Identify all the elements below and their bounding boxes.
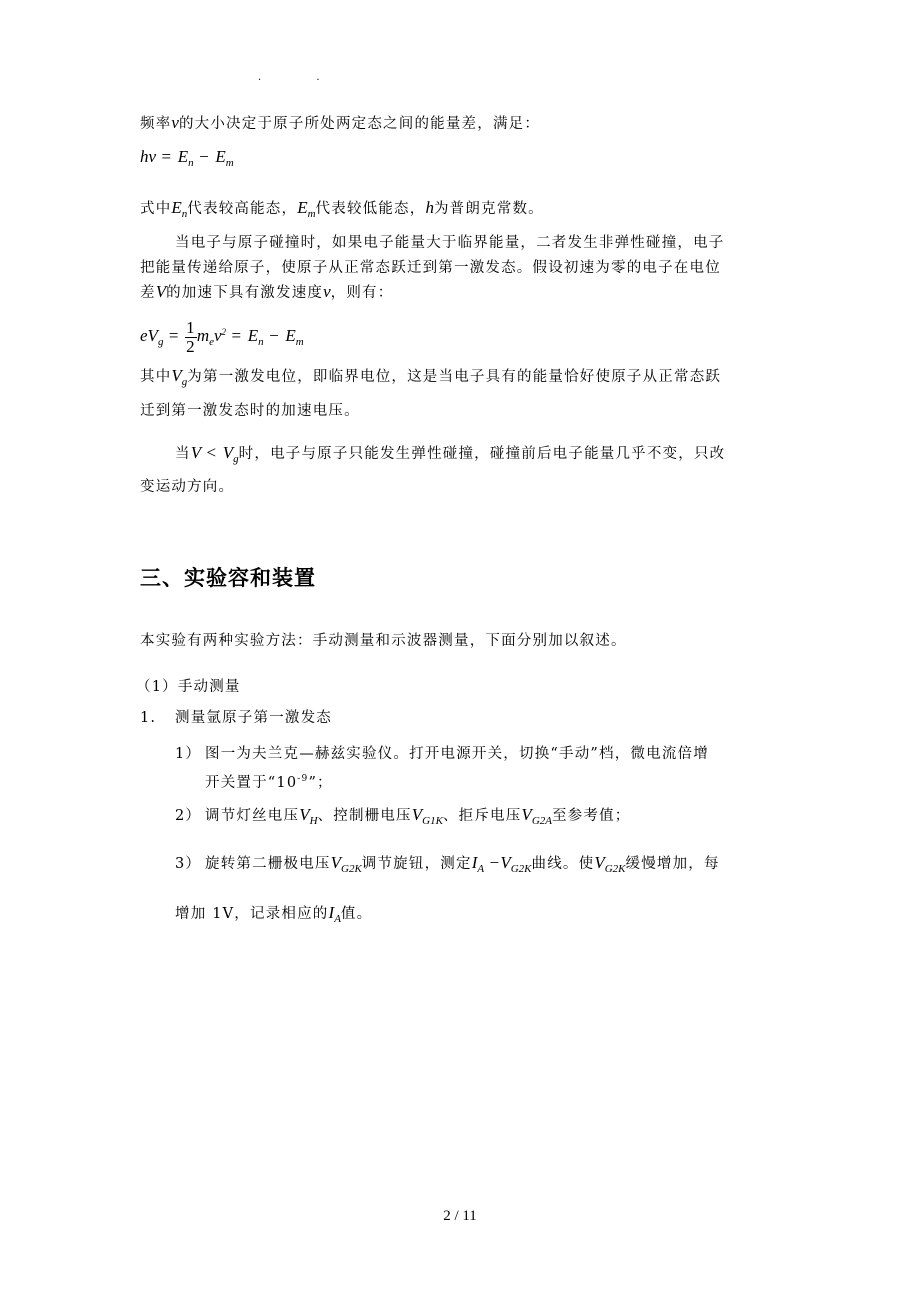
math: V	[222, 443, 234, 462]
paragraph-vg-l2: 迁到第一激发态时的加速电压。	[140, 403, 360, 419]
paragraph-collision-l1: 当电子与原子碰撞时，如果电子能量大于临界能量，二者发生非弹性碰撞，电子	[175, 235, 725, 251]
math: −	[263, 326, 286, 345]
math: −	[484, 853, 501, 872]
math: <	[201, 443, 223, 462]
text: 的大小决定于原子所处两定态之间的能量差，满足：	[178, 116, 541, 132]
math-sub: e	[209, 336, 214, 348]
math: −	[193, 147, 216, 166]
text: 代表较低能态，	[315, 201, 426, 217]
text: 缓慢增加，每	[625, 856, 720, 872]
math: V	[521, 805, 532, 824]
math: E	[297, 198, 308, 217]
math-sub: A	[477, 863, 485, 875]
math: E	[171, 198, 182, 217]
math-sub: m	[295, 336, 304, 348]
page-number: 2 / 11	[443, 1208, 477, 1224]
math: V	[594, 853, 605, 872]
text: 为普朗克常数。	[433, 201, 544, 217]
text: 曲线。使	[531, 856, 595, 872]
text: 调节旋钮，测定	[361, 856, 472, 872]
list-item-1	[140, 708, 332, 728]
math: E	[215, 147, 226, 166]
math-sub: G2K	[604, 863, 626, 875]
math-sub: n	[181, 208, 188, 220]
text: 式中	[140, 201, 172, 217]
section-heading: 三、实验容和装置	[140, 565, 316, 590]
math: V	[171, 366, 182, 385]
math: I	[328, 903, 335, 922]
math: hν	[140, 147, 157, 166]
fraction	[185, 319, 197, 356]
math: =	[156, 147, 178, 166]
step-3-l1	[175, 853, 720, 879]
subsection-manual: （1）手动测量	[136, 679, 241, 695]
denominator: 2	[186, 336, 196, 356]
math: eV	[140, 326, 158, 345]
paragraph-collision-l2: 把能量传递给原子，使原子从正常态跃迁到第一激发态。假设初速为零的电子在电位	[140, 260, 721, 276]
equation-energy	[140, 147, 234, 173]
math: V	[190, 443, 202, 462]
math-sub: m	[225, 157, 234, 169]
math: V	[299, 805, 310, 824]
paragraph-elastic-l2: 变运动方向。	[140, 479, 235, 495]
paragraph-definitions	[140, 198, 544, 224]
text: 当	[175, 446, 191, 462]
math-sub: H	[309, 815, 318, 827]
step-1-l1	[175, 744, 709, 764]
text: ，则有：	[330, 285, 394, 301]
math: V	[500, 853, 511, 872]
math: I	[471, 853, 478, 872]
text: 、控制栅电压	[317, 808, 412, 824]
math: E	[285, 326, 296, 345]
text: 值。	[340, 906, 373, 922]
numerator: 1	[186, 317, 196, 337]
math-sub: G2K	[341, 863, 362, 875]
text: 、拒斥电压	[442, 808, 522, 824]
math: v	[214, 326, 222, 345]
paragraph-vg-l1	[140, 366, 721, 392]
math: v	[323, 282, 331, 301]
text: 其中	[140, 369, 172, 385]
text: ”；	[308, 775, 333, 791]
math: V	[330, 853, 341, 872]
step-number: 2）	[175, 808, 202, 824]
math-sub: m	[307, 208, 316, 220]
math: E	[177, 147, 189, 166]
step-3-l2	[175, 903, 372, 929]
math-sub: g	[233, 453, 239, 465]
text: 测量氩原子第一激发态	[175, 710, 332, 726]
math-sub: G1K	[422, 815, 443, 827]
equation-kinetic	[140, 312, 304, 362]
math: m	[196, 326, 210, 345]
text: 图一为夫兰克—赫兹实验仪。打开电源开关，切换“手动”档，微电流倍增	[205, 746, 709, 762]
text: 时，电子与原子只能发生弹性碰撞，碰撞前后电子能量几乎不变，只改	[238, 446, 726, 462]
step-number: 3）	[175, 856, 202, 872]
math: =	[226, 326, 248, 345]
text: 开关置于“10	[205, 775, 298, 791]
header-marks: . .	[258, 72, 346, 83]
math-sub: G2K	[510, 863, 532, 875]
math-sub: g	[157, 336, 164, 348]
text: 至参考值；	[551, 808, 631, 824]
math: E	[247, 326, 259, 345]
math-sub: G2A	[531, 815, 552, 827]
text: 增加 1V，记录相应的	[175, 906, 329, 922]
paragraph-elastic-l1	[175, 443, 725, 469]
list-number: 1.	[140, 710, 157, 726]
step-2	[175, 805, 630, 831]
superscript: -9	[297, 774, 309, 784]
text: 旋转第二栅极电压	[205, 856, 331, 872]
math-nu: ν	[171, 113, 179, 132]
math: =	[163, 326, 186, 345]
math-sub: A	[334, 913, 341, 925]
math: V	[155, 282, 167, 301]
text: 差	[140, 285, 156, 301]
math: V	[411, 805, 423, 824]
intro-text: 本实验有两种实验方法：手动测量和示波器测量，下面分别加以叙述。	[140, 633, 627, 649]
math-sub: g	[181, 376, 188, 388]
text: 频率	[140, 116, 172, 132]
text: 为第一激发电位，即临界电位，这是当电子具有的能量恰好使原子从正常态跃	[187, 369, 722, 385]
math-sub: n	[188, 157, 194, 169]
math: h	[425, 198, 434, 217]
step-number: 1）	[175, 746, 202, 762]
math-sup: 2	[221, 327, 227, 337]
text: 的加速下具有激发速度	[166, 285, 324, 301]
math-sub: n	[258, 336, 264, 348]
paragraph-collision-l3	[140, 282, 393, 303]
step-1-l2	[205, 769, 333, 793]
text: 代表较高能态，	[187, 201, 298, 217]
paragraph-frequency	[140, 113, 540, 134]
text: 调节灯丝电压	[205, 808, 300, 824]
